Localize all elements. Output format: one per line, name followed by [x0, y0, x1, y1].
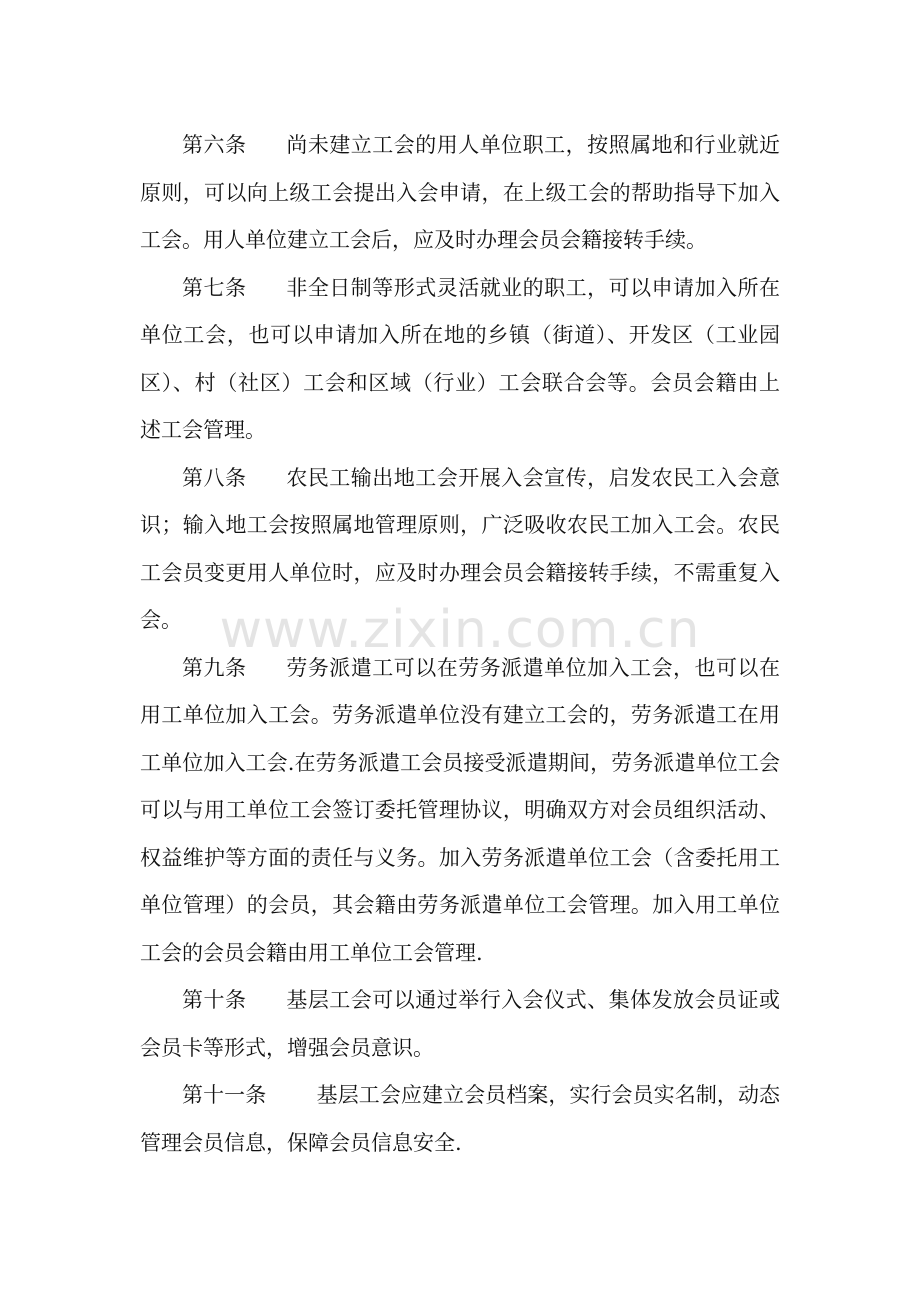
article-number: 第七条	[182, 275, 247, 300]
article-number: 第十条	[182, 988, 247, 1012]
article-7	[140, 265, 780, 455]
article-text: 农民工输出地工会开展入会宣传，启发农民工入会意识；输入地工会按照属地管理原则，广泛吸收农民工加入工会。农民工会员变更用人单位时，应及时办理会员会籍接转手续，不需重复入会。	[140, 465, 780, 632]
article-8	[140, 455, 780, 645]
article-text: 基层工会应建立会员档案，实行会员实名制，动态管理会员信息，保障会员信息安全.	[140, 1083, 781, 1155]
document-body	[140, 122, 780, 1167]
article-number: 第八条	[182, 465, 247, 490]
article-text: 基层工会可以通过举行入会仪式、集体发放会员证或会员卡等形式，增强会员意识。	[140, 988, 780, 1060]
article-text: 尚未建立工会的用人单位职工，按照属地和行业就近原则，可以向上级工会提出入会申请，在上级工会的帮助指导下加入工会。用人单位建立工会后，应及时办理会员会籍接转手续。	[140, 133, 780, 252]
watermark: www.zixin.com.cn	[219, 600, 701, 660]
article-number: 第十一条	[182, 1083, 267, 1107]
article-9	[140, 645, 780, 978]
article-6	[140, 122, 780, 265]
article-number: 第六条	[182, 133, 247, 157]
article-text: 劳务派遣工可以在劳务派遣单位加入工会，也可以在用工单位加入工会。劳务派遣单位没有建立工会的，劳务派遣工在用工单位加入工会.在劳务派遣工会员接受派遣期间，劳务派遣单位工会可以与用工单位工会签订委托管理协议，明确双方对会员组织活动、权益维护等方面的责任与义务。加入劳务派遣单位工会（含委托用工单位管理）的会员，其会籍由劳务派遣单位工会管理。加入用工单位工会的会员会籍由用工单位工会管理.	[140, 655, 780, 965]
article-text: 非全日制等形式灵活就业的职工，可以申请加入所在单位工会，也可以申请加入所在地的乡镇（街道）、开发区（工业园区）、村（社区）工会和区域（行业）工会联合会等。会员会籍由上述工会管理。	[140, 275, 780, 442]
article-10	[140, 977, 780, 1072]
article-number: 第九条	[182, 655, 247, 680]
article-11	[140, 1072, 780, 1167]
